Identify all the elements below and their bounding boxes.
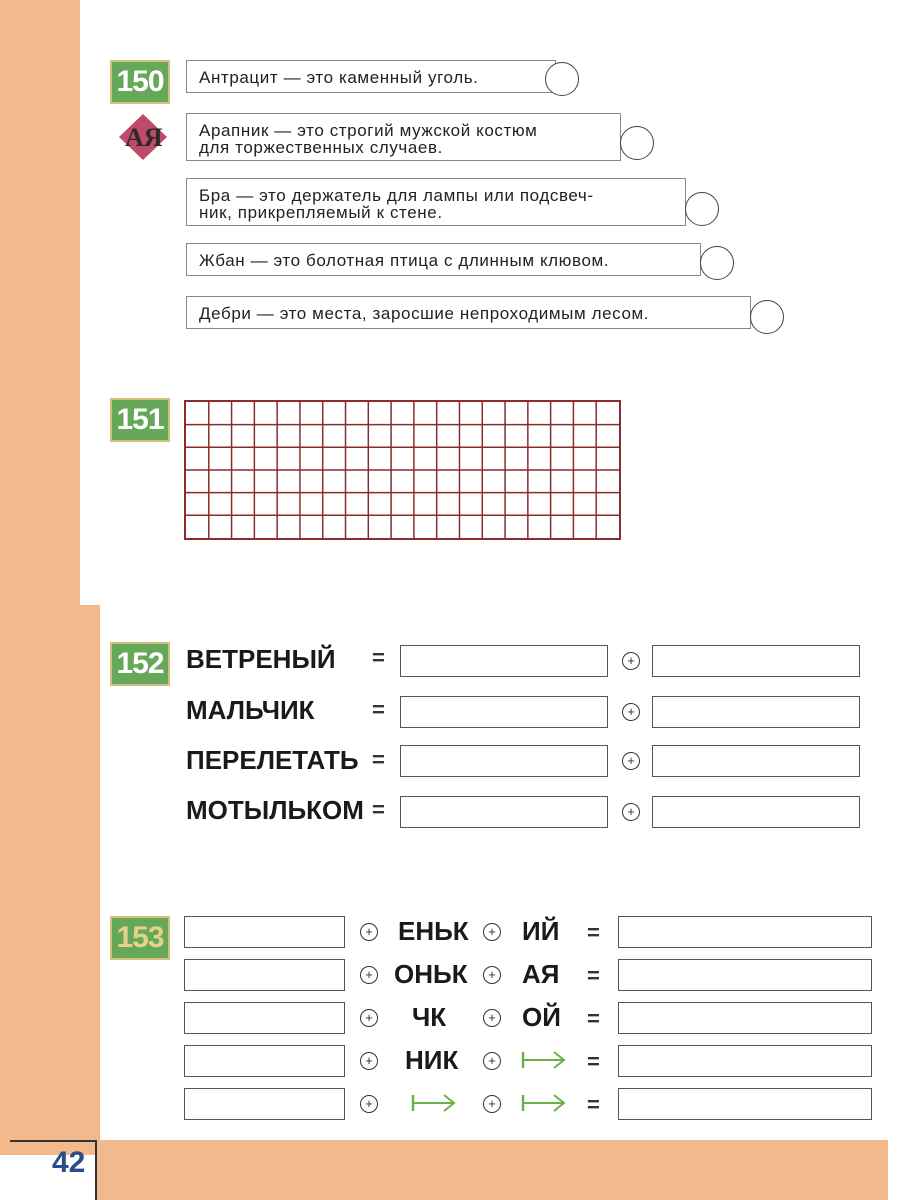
ending-part: ОЙ <box>522 1002 561 1032</box>
answer-box[interactable] <box>184 916 345 948</box>
statement-4 <box>186 243 701 276</box>
word-4: МОТЫЛЬКОМ <box>186 795 364 825</box>
plus-circle-icon: + <box>622 752 640 770</box>
answer-box[interactable] <box>618 1088 872 1120</box>
ending-part: ИЙ <box>522 916 560 946</box>
page-number-rule <box>95 1140 97 1200</box>
plus-circle-icon: + <box>622 652 640 670</box>
answer-box[interactable] <box>400 796 608 828</box>
equals-sign: = <box>587 920 600 945</box>
statement-3 <box>186 178 686 226</box>
plus-circle-icon: + <box>483 966 501 984</box>
page-number-rule <box>10 1140 97 1142</box>
zero-ending-arrow-icon <box>520 1093 568 1113</box>
page-corner <box>888 1140 900 1200</box>
answer-box[interactable] <box>184 1045 345 1077</box>
statement-2 <box>186 113 621 161</box>
word-3: ПЕРЕЛЕТАТЬ <box>186 745 359 775</box>
answer-box[interactable] <box>652 645 860 677</box>
task-number-152: 152 <box>110 642 170 686</box>
plus-circle-icon: + <box>360 923 378 941</box>
page-number: 42 <box>52 1146 86 1179</box>
equals-sign: = <box>587 963 600 988</box>
equals-sign: = <box>372 645 385 670</box>
suffix-part: ЕНЬК <box>398 916 469 946</box>
suffix-part: ОНЬК <box>394 959 468 989</box>
equals-sign: = <box>587 1092 600 1117</box>
answer-bubble-1[interactable] <box>545 62 579 96</box>
word-2: МАЛЬЧИК <box>186 695 315 725</box>
plus-circle-icon: + <box>360 1052 378 1070</box>
answer-bubble-4[interactable] <box>700 246 734 280</box>
answer-box[interactable] <box>652 745 860 777</box>
answer-box[interactable] <box>400 645 608 677</box>
zero-ending-arrow-icon <box>410 1093 458 1113</box>
statement-text: Дебри — это места, заросшие непроходимым лесом. <box>199 304 650 323</box>
page-margin-band <box>0 0 80 610</box>
statement-text: Бра — это держатель для лампы или подсвеч- <box>199 186 594 205</box>
equals-sign: = <box>372 697 385 722</box>
answer-bubble-2[interactable] <box>620 126 654 160</box>
writing-grid[interactable] <box>184 400 621 540</box>
page-margin-band <box>0 605 100 1155</box>
answer-box[interactable] <box>184 959 345 991</box>
equals-sign: = <box>372 797 385 822</box>
ending-part: АЯ <box>522 959 560 989</box>
answer-box[interactable] <box>400 696 608 728</box>
plus-circle-icon: + <box>360 966 378 984</box>
word-1: ВЕТРЕНЫЙ <box>186 644 336 674</box>
answer-bubble-3[interactable] <box>685 192 719 226</box>
plus-circle-icon: + <box>483 1009 501 1027</box>
plus-circle-icon: + <box>483 923 501 941</box>
suffix-part: НИК <box>405 1045 459 1075</box>
plus-circle-icon: + <box>483 1052 501 1070</box>
suffix-part: ЧК <box>412 1002 447 1032</box>
plus-circle-icon: + <box>360 1009 378 1027</box>
plus-circle-icon: + <box>622 703 640 721</box>
task-number-151: 151 <box>110 398 170 442</box>
task-number-153: 153 <box>110 916 170 960</box>
equals-sign: = <box>587 1049 600 1074</box>
statement-text: ник, прикрепляемый к стене. <box>199 203 443 222</box>
plus-circle-icon: + <box>360 1095 378 1113</box>
answer-box[interactable] <box>618 959 872 991</box>
plus-circle-icon: + <box>483 1095 501 1113</box>
statement-5 <box>186 296 751 329</box>
dictionary-icon <box>117 112 173 162</box>
statement-text: Антрацит — это каменный уголь. <box>199 68 479 87</box>
answer-box[interactable] <box>618 1045 872 1077</box>
answer-box[interactable] <box>400 745 608 777</box>
answer-bubble-5[interactable] <box>750 300 784 334</box>
answer-box[interactable] <box>618 916 872 948</box>
equals-sign: = <box>587 1006 600 1031</box>
answer-box[interactable] <box>184 1002 345 1034</box>
statement-1 <box>186 60 556 93</box>
statement-text: Арапник — это строгий мужской костюм <box>199 121 538 140</box>
page-footer-band <box>95 1140 888 1200</box>
answer-box[interactable] <box>652 696 860 728</box>
equals-sign: = <box>372 747 385 772</box>
statement-text: Жбан — это болотная птица с длинным клювом. <box>199 251 610 270</box>
task-number-150: 150 <box>110 60 170 104</box>
zero-ending-arrow-icon <box>520 1050 568 1070</box>
answer-box[interactable] <box>618 1002 872 1034</box>
statement-text: для торжественных случаев. <box>199 138 443 157</box>
answer-box[interactable] <box>652 796 860 828</box>
answer-box[interactable] <box>184 1088 345 1120</box>
plus-circle-icon: + <box>622 803 640 821</box>
svg-text:АЯ: АЯ <box>125 123 163 152</box>
